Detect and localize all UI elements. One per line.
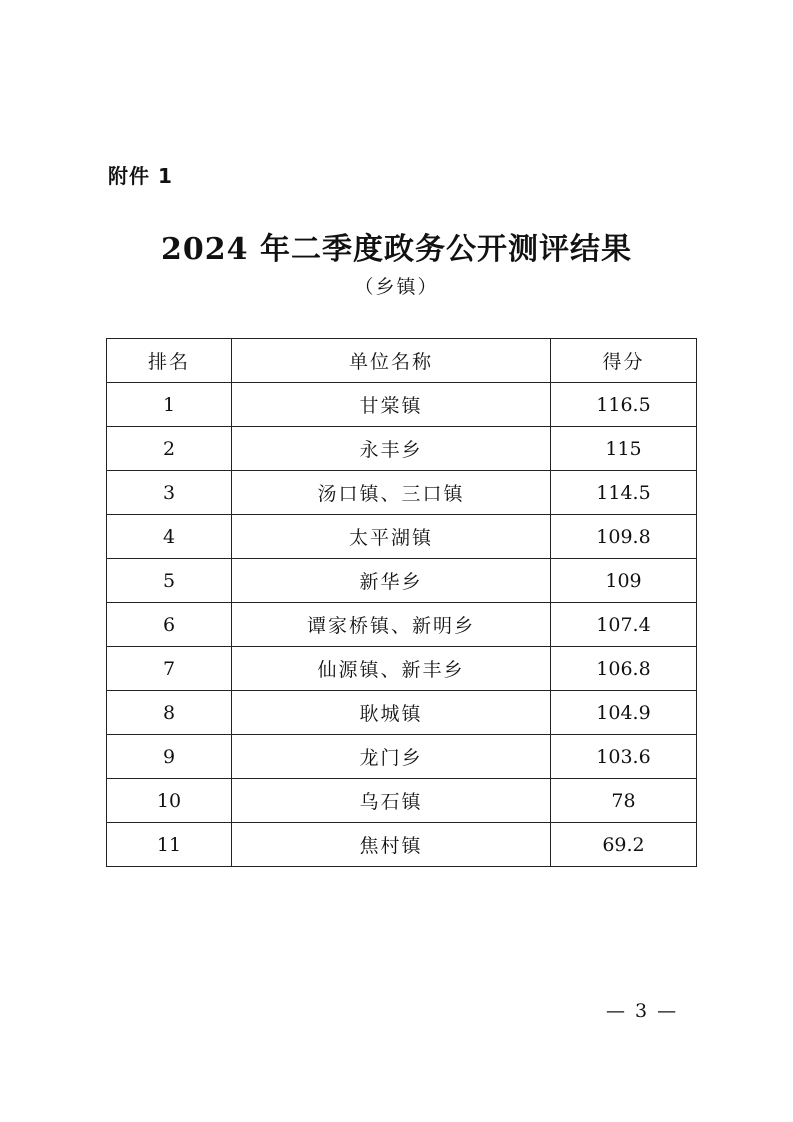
score-cell: 115 [551, 427, 697, 471]
unit-cell: 永丰乡 [232, 427, 551, 471]
score-cell: 107.4 [551, 603, 697, 647]
unit-cell: 仙源镇、新丰乡 [232, 647, 551, 691]
rank-cell: 10 [107, 779, 232, 823]
unit-cell: 焦村镇 [232, 823, 551, 867]
score-cell: 109.8 [551, 515, 697, 559]
table-row [107, 471, 697, 515]
unit-cell: 汤口镇、三口镇 [232, 471, 551, 515]
unit-cell: 甘棠镇 [232, 383, 551, 427]
unit-cell: 太平湖镇 [232, 515, 551, 559]
unit-cell: 耿城镇 [232, 691, 551, 735]
rank-cell: 6 [107, 603, 232, 647]
unit-cell: 新华乡 [232, 559, 551, 603]
page-subtitle: （乡镇） [354, 276, 439, 298]
rank-cell: 1 [107, 383, 232, 427]
score-cell: 104.9 [551, 691, 697, 735]
score-cell: 116.5 [551, 383, 697, 427]
score-cell: 109 [551, 559, 697, 603]
rank-cell: 9 [107, 735, 232, 779]
score-cell: 114.5 [551, 471, 697, 515]
attachment-label: 附件 1 [108, 164, 173, 188]
rank-cell: 7 [107, 647, 232, 691]
table-row [107, 823, 697, 867]
table-row [107, 647, 697, 691]
rank-cell: 3 [107, 471, 232, 515]
table-row [107, 383, 697, 427]
page-title: 2024 年二季度政务公开测评结果 [161, 232, 632, 267]
table-row [107, 427, 697, 471]
score-cell: 103.6 [551, 735, 697, 779]
unit-cell: 龙门乡 [232, 735, 551, 779]
unit-cell: 谭家桥镇、新明乡 [232, 603, 551, 647]
rank-cell: 4 [107, 515, 232, 559]
rank-cell: 8 [107, 691, 232, 735]
rank-cell: 11 [107, 823, 232, 867]
table-row [107, 691, 697, 735]
unit-cell: 乌石镇 [232, 779, 551, 823]
header-score: 得分 [551, 339, 697, 383]
table-header-row [107, 339, 697, 383]
score-cell: 106.8 [551, 647, 697, 691]
score-cell: 69.2 [551, 823, 697, 867]
results-table [106, 338, 697, 867]
header-rank: 排名 [107, 339, 232, 383]
page-number: — 3 — [606, 1000, 679, 1022]
header-unit-name: 单位名称 [232, 339, 551, 383]
rank-cell: 5 [107, 559, 232, 603]
score-cell: 78 [551, 779, 697, 823]
table-row [107, 559, 697, 603]
table-row [107, 515, 697, 559]
table-row [107, 779, 697, 823]
rank-cell: 2 [107, 427, 232, 471]
table-row [107, 735, 697, 779]
table-row [107, 603, 697, 647]
